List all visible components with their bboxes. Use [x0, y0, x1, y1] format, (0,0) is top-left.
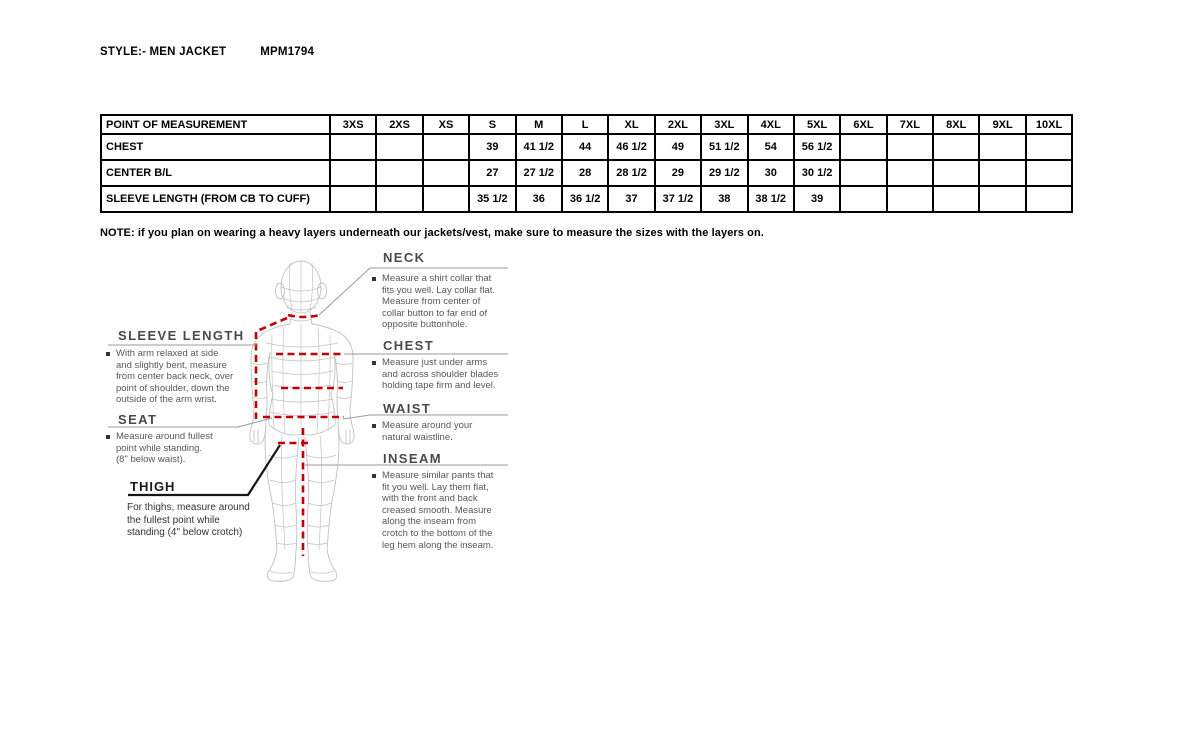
size-value-cell [1026, 134, 1072, 160]
size-value-cell [840, 134, 886, 160]
size-value-cell: 54 [748, 134, 794, 160]
size-value-cell [979, 134, 1025, 160]
guide-text-line: Measure around fullest [116, 431, 213, 442]
size-value-cell: 39 [469, 134, 515, 160]
row-label: CHEST [101, 134, 330, 160]
guide-text-line: creased smooth. Measure [382, 504, 492, 516]
size-value-cell [933, 160, 979, 186]
guide-text-line: crotch to the bottom of the [382, 527, 493, 539]
col-header-size-2xl: 2XL [655, 115, 701, 134]
section-inseam [383, 451, 442, 466]
guide-text-line: fit you well. Lay them flat, [382, 481, 489, 493]
size-value-cell: 28 1/2 [608, 160, 654, 186]
size-value-cell: 38 1/2 [748, 186, 794, 212]
size-value-cell: 36 1/2 [562, 186, 608, 212]
col-header-size-l: L [562, 115, 608, 134]
size-table [100, 114, 1073, 213]
guide-text-line: holding tape firm and level. [382, 380, 496, 392]
size-value-cell [840, 160, 886, 186]
section-thigh-body [127, 502, 250, 540]
size-value-cell [330, 186, 376, 212]
table-row [101, 160, 1072, 186]
size-value-cell [376, 160, 422, 186]
note-text: NOTE: if you plan on wearing a heavy layers underneath our jackets/vest, make sure to measure the sizes with the layers on. [100, 227, 764, 239]
guide-text-line: point while standing. [116, 442, 203, 454]
guide-text-line: with the front and back [382, 493, 478, 505]
guide-text-line: from center back neck, over [116, 371, 234, 383]
size-value-cell [933, 186, 979, 212]
guide-text-line: (8" below waist). [116, 454, 186, 466]
guide-text-line: fits you well. Lay collar flat. [382, 284, 495, 296]
section-neck [383, 250, 425, 265]
col-header-size-7xl: 7XL [887, 115, 933, 134]
section-seat-body [106, 431, 213, 466]
section-neck-title: NECK [383, 250, 426, 265]
guide-text-line: collar button to far end of [382, 307, 488, 319]
guide-text-line: Measure similar pants that [382, 470, 494, 481]
col-header-size-3xs: 3XS [330, 115, 376, 134]
section-chest-title: CHEST [383, 338, 435, 353]
guide-text-line: natural waistline. [382, 431, 453, 443]
size-value-cell [376, 134, 422, 160]
col-header-size-6xl: 6XL [840, 115, 886, 134]
size-value-cell [979, 160, 1025, 186]
document-title [100, 46, 314, 58]
measurement-guide [100, 245, 520, 590]
size-value-cell: 38 [701, 186, 747, 212]
guide-text-line: along the inseam from [382, 516, 476, 528]
col-header-size-3xl: 3XL [701, 115, 747, 134]
size-value-cell: 27 [469, 160, 515, 186]
style-label: STYLE:- MEN JACKET [100, 46, 227, 58]
col-header-size-9xl: 9XL [979, 115, 1025, 134]
size-table-container [100, 114, 1072, 213]
size-value-cell: 29 1/2 [701, 160, 747, 186]
size-value-cell: 37 [608, 186, 654, 212]
size-value-cell: 35 1/2 [469, 186, 515, 212]
row-label: SLEEVE LENGTH (FROM CB TO CUFF) [101, 186, 330, 212]
col-header-size-m: M [516, 115, 562, 134]
table-row [101, 134, 1072, 160]
table-row [101, 186, 1072, 212]
size-value-cell: 37 1/2 [655, 186, 701, 212]
col-header-size-5xl: 5XL [794, 115, 840, 134]
guide-text-line: For thighs, measure around [127, 502, 250, 513]
size-value-cell [330, 160, 376, 186]
size-value-cell [933, 134, 979, 160]
guide-text-line: standing (4" below crotch) [127, 527, 243, 538]
row-label: CENTER B/L [101, 160, 330, 186]
guide-text-line: the fullest point while [127, 514, 220, 526]
size-value-cell: 30 1/2 [794, 160, 840, 186]
size-value-cell: 27 1/2 [516, 160, 562, 186]
guide-text-line: Measure around your [382, 420, 473, 431]
guide-text-line: Measure just under arms [382, 357, 488, 368]
size-value-cell [423, 160, 469, 186]
size-value-cell: 56 1/2 [794, 134, 840, 160]
size-value-cell [1026, 160, 1072, 186]
col-header-size-xs: XS [423, 115, 469, 134]
size-value-cell: 28 [562, 160, 608, 186]
size-value-cell [1026, 186, 1072, 212]
size-value-cell [887, 160, 933, 186]
size-value-cell [887, 186, 933, 212]
section-chest [383, 338, 434, 353]
guide-text-line: With arm relaxed at side [116, 348, 219, 359]
guide-text-line: opposite buttonhole. [382, 319, 468, 331]
size-value-cell: 46 1/2 [608, 134, 654, 160]
guide-text-line: point of shoulder, down the [116, 382, 230, 394]
size-value-cell [376, 186, 422, 212]
size-value-cell: 39 [794, 186, 840, 212]
guide-text-line: Measure from center of [382, 296, 481, 308]
size-value-cell [423, 186, 469, 212]
guide-text-line: leg hem along the inseam. [382, 539, 494, 551]
col-header-size-s: S [469, 115, 515, 134]
size-table-header-row [101, 115, 1072, 134]
section-thigh-title: THIGH [130, 479, 176, 494]
section-seat-title: SEAT [118, 412, 158, 427]
section-seat [118, 412, 157, 427]
size-value-cell [979, 186, 1025, 212]
guide-text-line: outside of the arm wrist. [116, 394, 217, 406]
size-value-cell: 41 1/2 [516, 134, 562, 160]
section-chest-body [372, 357, 498, 392]
col-header-size-10xl: 10XL [1026, 115, 1072, 134]
section-thigh [130, 479, 175, 494]
measurement-lines [256, 315, 344, 556]
style-code: MPM1794 [260, 46, 315, 58]
size-value-cell: 51 1/2 [701, 134, 747, 160]
size-value-cell [840, 186, 886, 212]
section-inseam-title: INSEAM [383, 451, 442, 466]
section-sleeve-length-title: SLEEVE LENGTH [118, 328, 245, 343]
guide-text-line: Measure a shirt collar that [382, 273, 492, 284]
size-value-cell: 36 [516, 186, 562, 212]
section-waist-title: WAIST [383, 401, 432, 416]
section-waist [383, 401, 431, 416]
size-value-cell [423, 134, 469, 160]
size-value-cell [330, 134, 376, 160]
size-value-cell: 49 [655, 134, 701, 160]
col-header-size-8xl: 8XL [933, 115, 979, 134]
section-sleeve-length-body [106, 348, 233, 406]
col-header-size-xl: XL [608, 115, 654, 134]
guide-text-line: and slightly bent, measure [116, 359, 227, 371]
section-waist-body [372, 420, 472, 443]
section-sleeve-length [118, 328, 245, 343]
size-value-cell: 44 [562, 134, 608, 160]
col-header-point-of-measurement: POINT OF MEASUREMENT [101, 115, 330, 134]
col-header-size-2xs: 2XS [376, 115, 422, 134]
guide-text-line: and across shoulder blades [382, 368, 499, 380]
size-value-cell [887, 134, 933, 160]
section-neck-body [372, 273, 495, 331]
size-value-cell: 30 [748, 160, 794, 186]
shoulder-measure-line [257, 318, 287, 331]
section-inseam-body [372, 470, 493, 551]
size-value-cell: 29 [655, 160, 701, 186]
neck-measure-line [288, 315, 320, 317]
col-header-size-4xl: 4XL [748, 115, 794, 134]
